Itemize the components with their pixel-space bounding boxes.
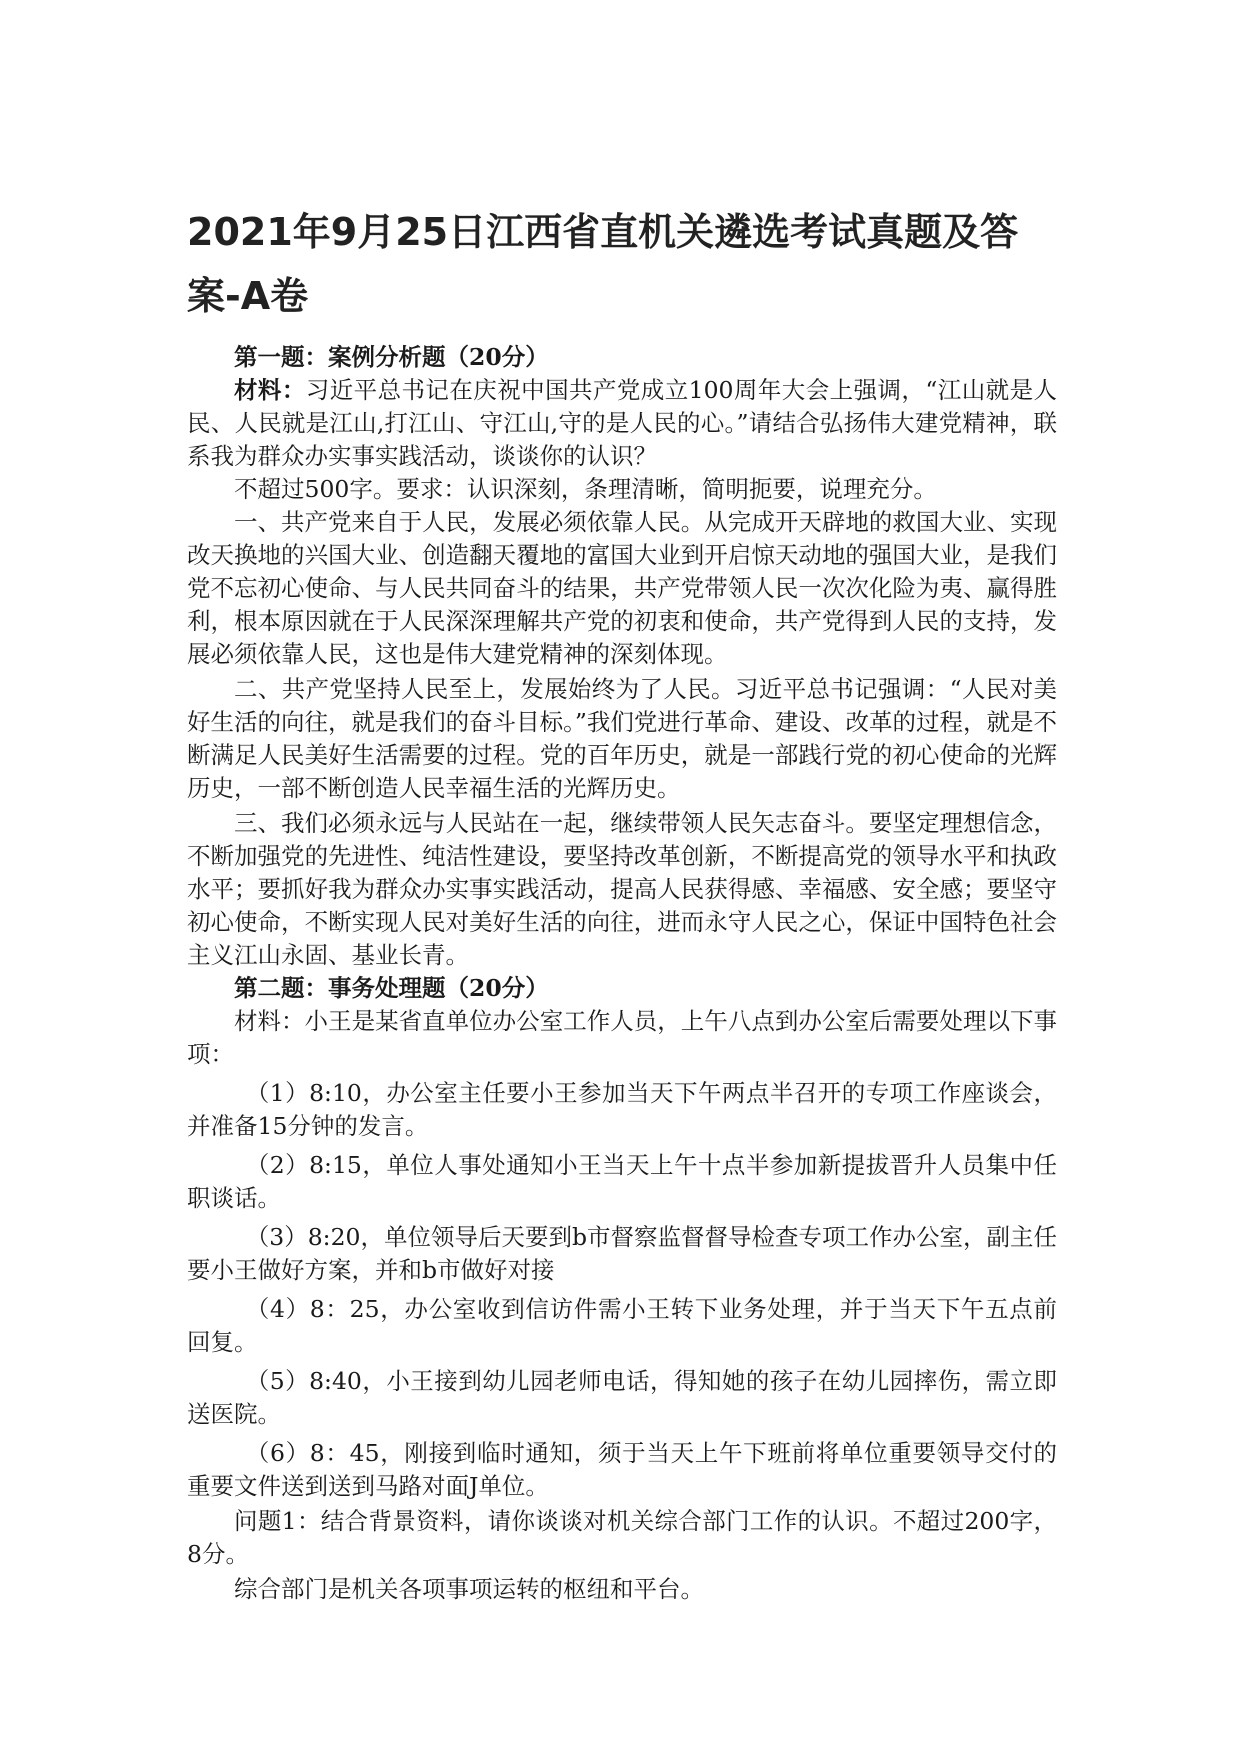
question-2-part-1: 问题1：结合背景资料，请你谈谈对机关综合部门工作的认识。不超过200字，8分。 [187,1507,1057,1568]
list-item: （3）8:20，单位领导后天要到b市督察监督督导检查专项工作办公室，副主任要小王做好方案，并和b市做好对接 [187,1223,1058,1284]
question-1-material [187,374,1057,473]
answer-paragraph-2: 二、共产党坚持人民至上，发展始终为了人民。习近平总书记强调：“人民对美好生活的向往，就是我们的奋斗目标。”我们党进行革命、建设、改革的过程，就是不断满足人民美好生活需要的过程。党的百年历史，就是一部践行党的初心使命的光辉历史，一部不断创造人民幸福生活的光辉历史。 [187,675,1057,802]
answer-paragraph-1: 一、共产党来自于人民，发展必须依靠人民。从完成开天辟地的救国大业、实现改天换地的兴国大业、创造翻天覆地的富国大业到开启惊天动地的强国大业，是我们党不忘初心使命、与人民共同奋斗的结果，共产党带领人民一次次化险为夷、赢得胜利，根本原因就在于人民深深理解共产党的初衷和使命，共产党得到人民的支持，发展必须依靠人民，这也是伟大建党精神的深刻体现。 [187,508,1057,668]
question-2-answer-1: 综合部门是机关各项事项运转的枢纽和平台。 [234,1575,704,1603]
question-2-heading: 第二题：事务处理题（20分） [234,974,549,1002]
document-body [187,341,1057,1606]
material-text: 习近平总书记在庆祝中国共产党成立100周年大会上强调，“江山就是人民、人民就是江山,打江山、守江山,守的是人民的心。”请结合弘扬伟大建党精神，联系我为群众办实事实践活动，谈谈你的认识？ [187,376,1058,470]
list-item: （5）8:40，小王接到幼儿园老师电话，得知她的孩子在幼儿园摔伤，需立即送医院。 [187,1367,1057,1428]
question-1-heading: 第一题：案例分析题（20分） [234,343,549,371]
list-item: （1）8:10，办公室主任要小王参加当天下午两点半召开的专项工作座谈会，并准备15分钟的发言。 [187,1079,1057,1140]
document-title: 2021年9月25日江西省直机关遴选考试真题及答案-A卷 [187,210,1019,318]
list-item: （4）8：25，办公室收到信访件需小王转下业务处理，并于当天下午五点前回复。 [187,1295,1057,1356]
answer-paragraph-3: 三、我们必须永远与人民站在一起，继续带领人民矢志奋斗。要坚定理想信念，不断加强党的先进性、纯洁性建设，要坚持改革创新，不断提高党的领导水平和执政水平；要抓好我为群众办实事实践活动，提高人民获得感、幸福感、安全感；要坚守初心使命，不断实现人民对美好生活的向往，进而永守人民之心，保证中国特色社会主义江山永固、基业长青。 [187,809,1057,969]
question-1-requirement: 不超过500字。要求：认识深刻，条理清晰，简明扼要，说理充分。 [234,475,937,503]
question-2-material: 材料：小王是某省直单位办公室工作人员，上午八点到办公室后需要处理以下事项： [187,1007,1057,1068]
material-label: 材料： [234,376,306,404]
list-item: （2）8:15，单位人事处通知小王当天上午十点半参加新提拔晋升人员集中任职谈话。 [187,1151,1057,1212]
list-item: （6）8：45，刚接到临时通知，须于当天上午下班前将单位重要领导交付的重要文件送到送到马路对面J单位。 [187,1439,1057,1500]
